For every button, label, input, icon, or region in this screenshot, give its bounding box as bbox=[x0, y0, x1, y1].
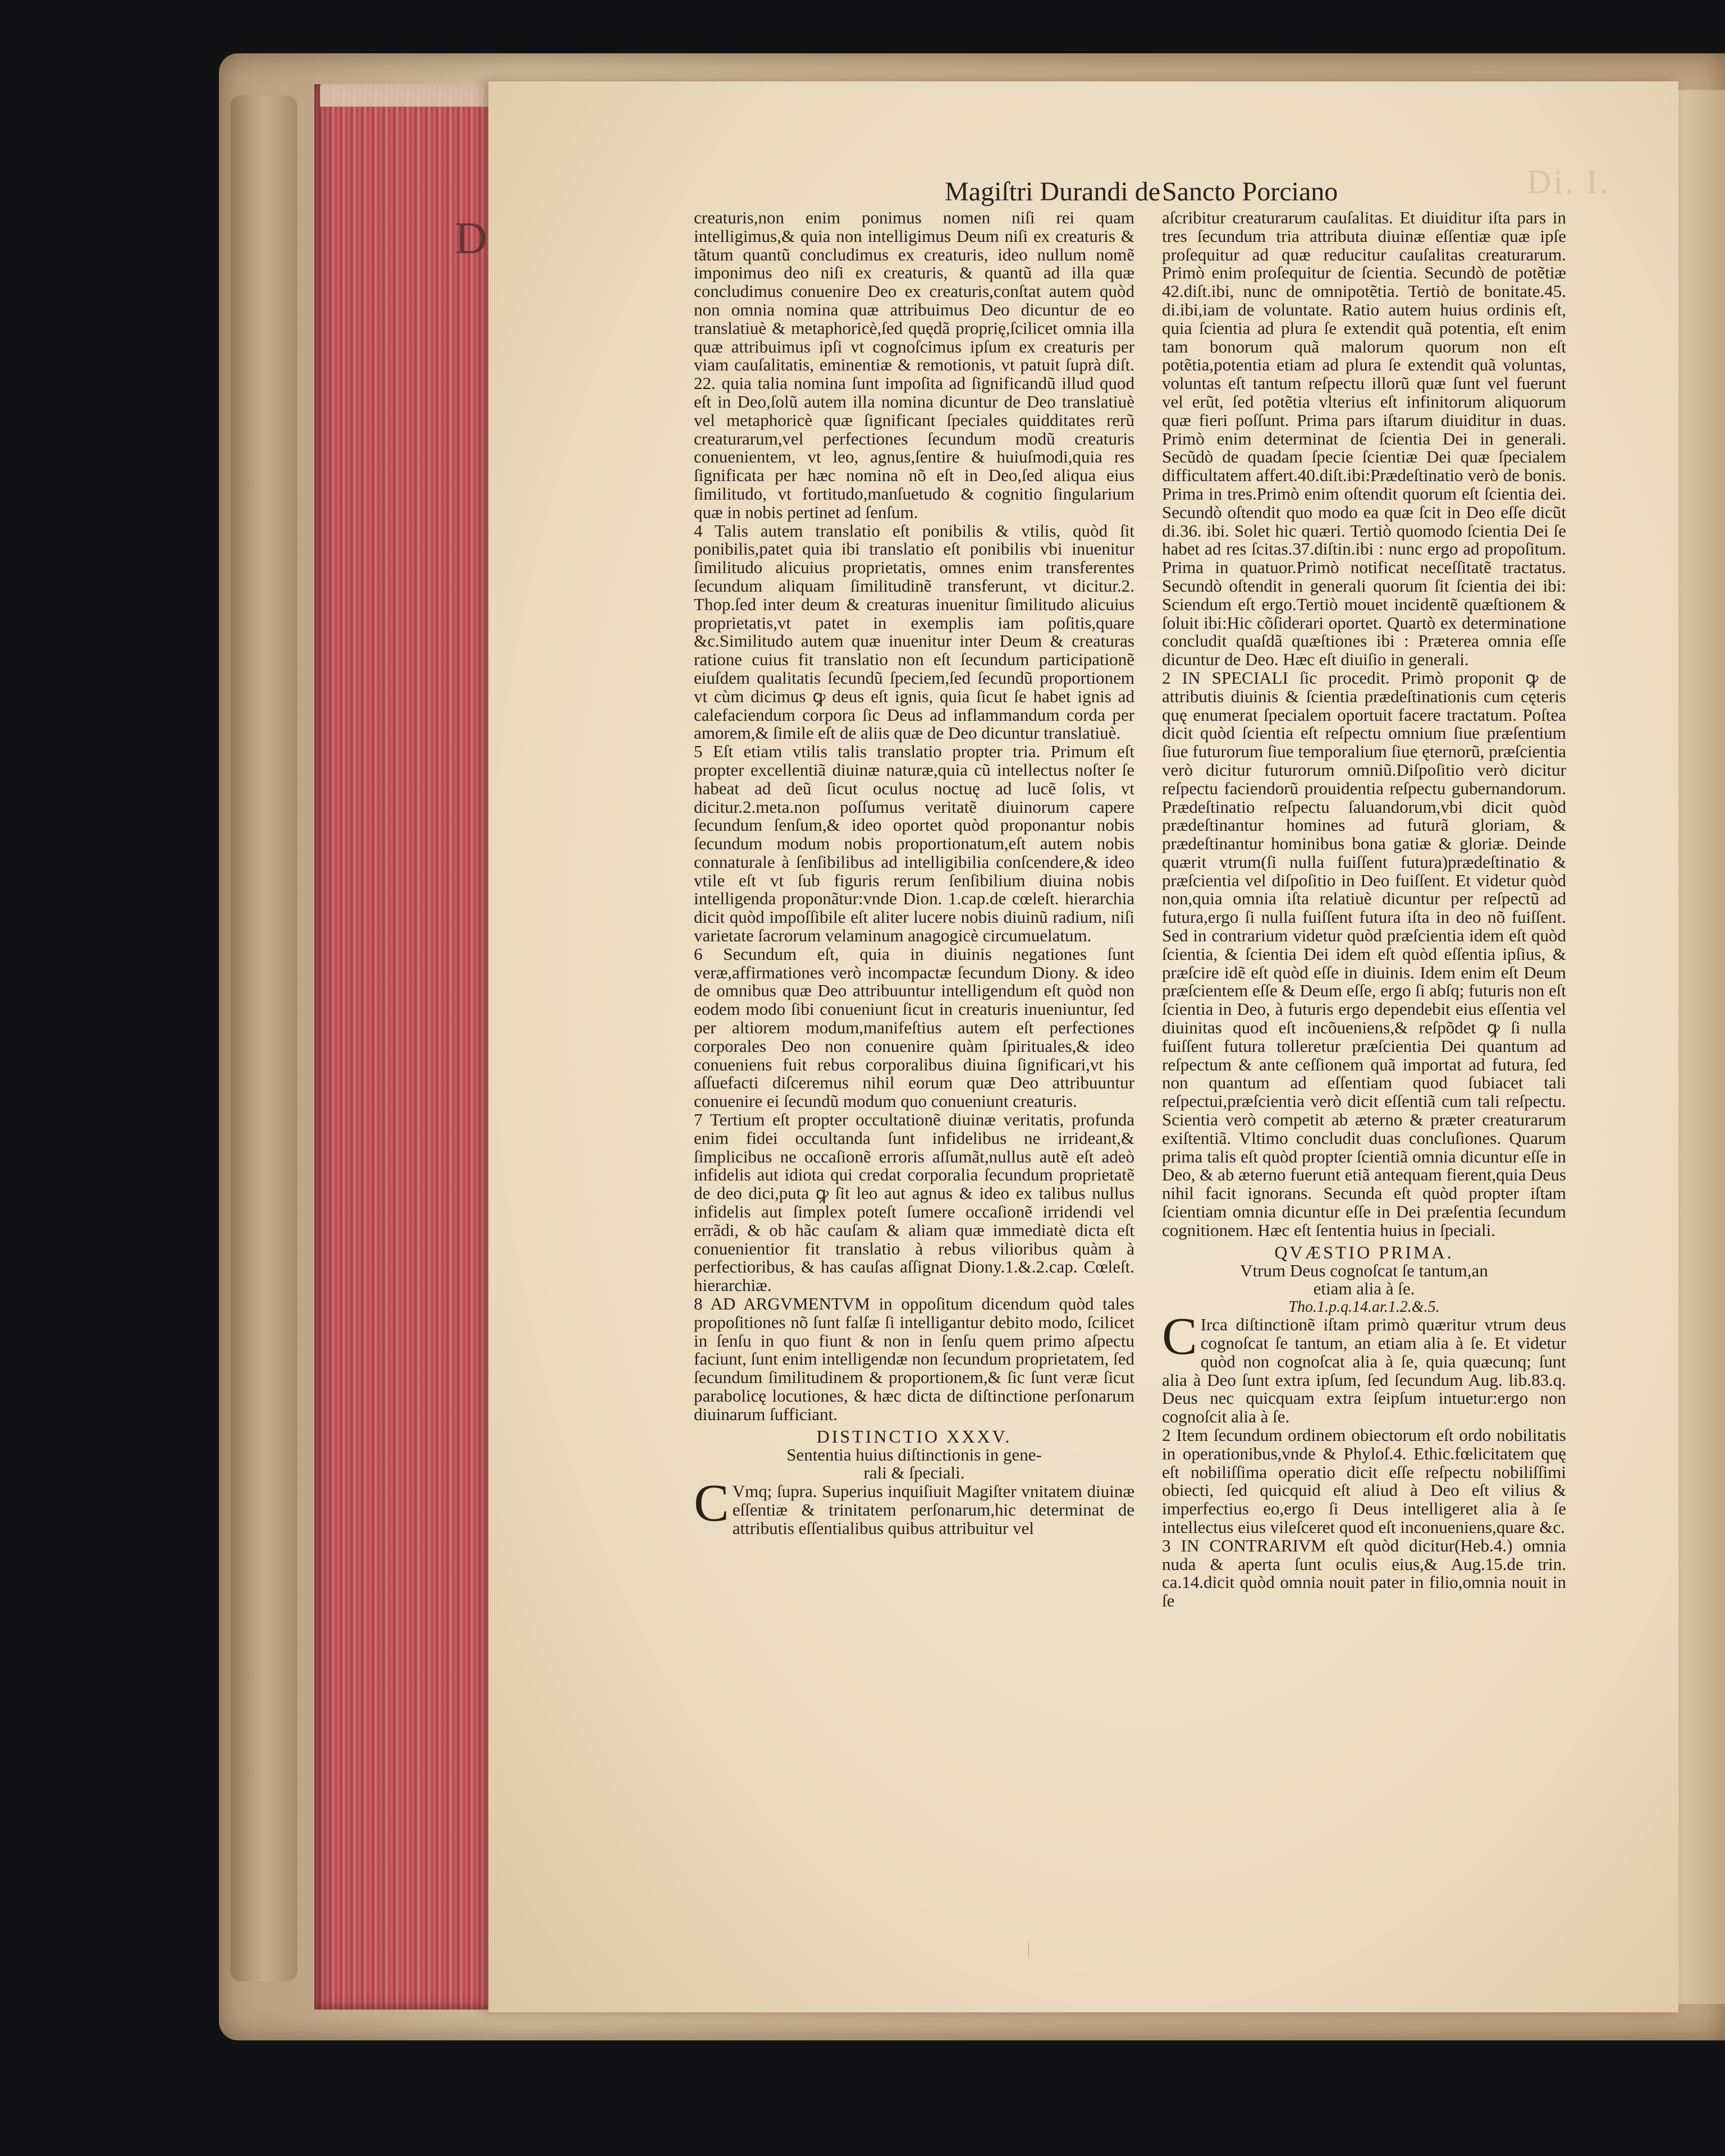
left-paragraph: 5 Eſt etiam vtilis talis translatio propter tria. Primum eſt propter excellentiã diuinæ naturæ,quia cũ intellectus noſter ſe habeat ad deũ ſicut oculus noctuę ad lucẽ ſolis, vt dicitur.2.meta.non poſſumus veritatẽ diuinorum capere ſecundum ſenſum,& ideo oportet quòd proponantur nobis ſecundum modum nobis proportionatum,eſt autem nobis connaturale à ſenſibilibus ad intelligibilia conſcendere,& ideo vtile eſt vt ſub figuris rerum ſenſibilium diuina nobis intelligenda proponãtur:vnde Dion. 1.cap.de cœleſt. hierarchia dicit quòd impoſſibile eſt aliter lucere nobis diuinũ radium, niſi varietate ſacrorum velaminum anagogicè circumuelatum. bbox=[694, 741, 1134, 946]
question-subtitle: Vtrum Deus cognoſcat ſe tantum,an bbox=[1240, 1260, 1488, 1280]
question-opening-text: Irca diſtinctionẽ iſtam primò quæritur vtrum deus cognoſcat ſe tantum, an etiam alia à ſe. Et videtur quòd non cognoſcat alia à ſe, quia quæcunq; ſunt alia à Deo ſunt extra ipſum, ſed ſecundum Aug. lib.83.q. Deus nec quicquam extra ſeipſum intuetur:ergo non cognoſcit alia à ſe. bbox=[1162, 1315, 1566, 1427]
facing-page-edge bbox=[1678, 90, 1725, 2004]
right-paragraph: 2 IN SPECIALI ſic procedit. Primò proponit ꝙ de attributis diuinis & ſcientia prædeſtinationis cum cęteris quę enumerat ſpecialem oportuit facere tractatum. Poſtea dicit quòd ſcientia eſt reſpectu omnium ſiue præſentium ſiue futurorum ſiue temporalium ſiue ęternorũ, præſcientia verò dicitur futurorum omniũ.Diſpoſitio verò dicitur reſpectu faciendorũ prouidentia reſpectu gubernandorum. Prædeſtinatio reſpectu ſaluandorum,vbi dicit quòd prædeſtinantur homines ad futurã gloriam, & prædeſtinantur hominibus bona gatiæ & gloriæ. Deinde quærit vtrum(ſi nulla fuiſſent futura)prædeſtinatio & præſcientia vel diſpoſitio in Deo fuiſſent. Et videtur quòd non,quia omnia iſta relatiuè dicuntur per reſpectũ ad futura,ergo ſi nulla fuiſſent futura iſta in deo nõ fuiſſent. Sed in contrarium videtur quòd præſcientia idem eſt quòd ſcientia, & ſcientia Dei idem eſt quòd eſſentia ipſius, & præſcire idẽ eſt quòd eſſe in diuinis. Idem enim eſt Deum præſcientem eſſe & Deum eſſe, ergo ſi abſq; futuris non eſt ſcientia in Deo, à futuris ergo dependebit eius eſſentia vel diuinitas quod eſt incõueniens,& reſpõdet ꝙ ſi nulla fuiſſent futura tolleretur præſcientia Dei quantum ad reſpectum & ante ceſſionem quã importat ad futura, ſed non quantum ad eſſentiam quod ſubiacet tali reſpectui,præſcientia verò dicit eſſentiã cum tali reſpectu. Scientia verò competit ab æterno & præter creaturarum exiſtentiã. Vltimo concludit duas concluſiones. Quarum prima talis eſt quòd propter ſcientiã omnia dicuntur eſſe in Deo, & ab æterno fuerunt etiã antequam fierent,quia Deus nihil facit ignorans. Secunda eſt quòd propter iſtam ſcientiam omnia dicuntur eſſe in Dei præſentia ſecundum cognitionem. Hæc eſt ſententia huius in ſpeciali. bbox=[1162, 667, 1566, 1240]
page-mark bbox=[1028, 1942, 1029, 1958]
left-paragraph: 7 Tertium eſt propter occultationẽ diuinæ veritatis, profunda enim fidei occultanda ſunt infidelibus ne irrideant,& ſimplicibus ne occaſionẽ erroris aſſumãt,nullus autẽ eſt adeò infidelis aut idiota qui credat corporalia ſecundum proprietatẽ de deo dici,puta ꝙ ſit leo aut agnus & ideo ex talibus nullus infidelis aut ſimplex poteſt ſumere occaſionẽ irridendi vel errãdi, & ob hãc cauſam & aliam quæ immediatè dicta eſt conuenientior fit translatio à rebus vilioribus quàm à perfectioribus, & has cauſas aſſignat Diony.1.&.2.cap. Cœleſt. hierarchiæ. bbox=[694, 1110, 1134, 1296]
left-paragraph: 4 Talis autem translatio eſt ponibilis & vtilis, quòd ſit ponibilis,patet quia ibi translatio eſt ponibilis vbi inuenitur ſimilitudo alicuius proprietatis, omnes enim transferentes ſecundum aliquam ſimilitudinẽ transferunt, vt dicitur.2. Thop.ſed inter deum & creaturas inuenitur ſimilitudo alicuius proprietatis,vt patet in exemplis iam poſitis,quare &c.Similitudo autem quæ inuenitur inter Deum & creaturas ratione cuius fit translatio non eſt ſecundum participationẽ eiuſdem qualitatis ſecundũ ſpeciem,ſed ſecundũ proportionem vt cùm dicimus ꝙ deus eſt ignis, quia ſicut ſe habet ignis ad calefaciendum corpora ſic Deus ad inflammandum corda per amorem,& ſimile eſt de aliis quæ de Deo dicuntur translatiuè. bbox=[694, 520, 1134, 743]
running-head-right: Sancto Porciano bbox=[1162, 177, 1338, 207]
right-paragraph: 3 IN CONTRARIVM eſt quòd dicitur(Heb.4.) omnia nuda & aperta ſunt oculis eius,& Aug.15.de trin. ca.14.dicit quòd omnia nouit pater in filio,omnia nouit in ſe bbox=[1162, 1535, 1566, 1611]
drop-cap: C bbox=[1162, 1307, 1197, 1366]
drop-cap: C bbox=[694, 1474, 729, 1533]
distinction-opening-paragraph bbox=[694, 1474, 1134, 1538]
question-citation: Tho.1.p.q.14.ar.1.2.&.5. bbox=[1288, 1298, 1440, 1316]
right-paragraph: 2 Item ſecundum ordinem obiectorum eſt ordo nobilitatis in operationibus,vnde & Phyloſ.4. Ethic.fœlicitatem quę eſt nobiliſſima operatio dicit eſſe reſpectu nobiliſſimi obiecti, ſed quicquid eſt aliud à Deo eſt vilius & imperfectius eo,ergo ſi Deus intelligeret alia à ſe intellectus eius vileſceret quod eſt inconueniens,quare &c. bbox=[1162, 1425, 1566, 1537]
distinction-title: DISTINCTIO XXXV. bbox=[816, 1426, 1012, 1447]
left-paragraph: 8 AD ARGVMENTVM in oppoſitum dicendum quòd tales propoſitiones nõ ſunt falſæ ſi intelligantur debito modo, ſcilicet in ſenſu in quo fiunt & non in ſenſu quem primo aſpectu faciunt, ſunt enim intelligendæ non ſecundum proprietatem, ſed ſecundum ſimilitudinem & proportionem,& ſic ſunt veræ ſicut parabolicę locutiones, & hæc dicta de diſtinctione perſonarum diuinarum ſufficiant. bbox=[694, 1294, 1134, 1424]
running-head-left: Magiſtri Durandi de bbox=[945, 177, 1160, 207]
corner-letter-mark: D bbox=[455, 214, 487, 263]
right-paragraph: aſcribitur creaturarum cauſalitas. Et diuiditur iſta pars in tres ſecundum tria attributa diuinæ eſſentiæ quæ ipſe proſequitur ad quæ reducitur cauſalitas creaturarum. Primò enim proſequitur de ſcientia. Secundò de potẽtiæ 42.diſt.ibi, nunc de omnipotẽtia. Tertiò de bonitate.45. di.ibi,iam de voluntate. Ratio autem huius ordinis eſt, quia ſcientia ad plura ſe extendit quã potentia, eſt enim tam bonorum quã malorum quorum non eſt potẽtia,potentia etiam ad plura ſe extendit quã voluntas, voluntas eſt tantum reſpectu illorũ quæ ſunt vel fuerunt vel erũt, ſed potẽtia vlterius eſt infinitorum aliquorum quæ fieri poſſunt. Prima pars iſtarum diuiditur in duas. Primò enim determinat de ſcientia Dei in generali. Secũdò de quadam ſpecie ſcientiæ Dei quæ ſpecialem difficultatem affert.40.diſt.ibi:Prædeſtinatio verò de bonis. Prima in tres.Primò enim oſtendit quorum eſt ſcientia dei. Secundò oſtendit quo modo ea quæ ſcit in Deo eſſe dicũt di.36. ibi. Solet hic quæri. Tertiò quomodo ſcientia Dei ſe habet ad res ſcitas.37.diſtin.ibi : nunc ergo ad propoſitum. Prima in quatuor.Primò notificat neceſſitatẽ tractatus. Secundò oſtendit in generali quorum ſit ſcientia dei ibi: Sciendum eſt ergo.Tertiò mouet incidentẽ quæſtionem & ſoluit ibi:Hic cõſiderari oportet. Quartò ex determinatione concludit quaſdã quæſtiones ibi : Præterea omnia eſſe dicuntur de Deo. Hæc eſt diuiſio in generali. bbox=[1162, 208, 1566, 670]
question-subtitle: etiam alia à ſe. bbox=[1313, 1279, 1415, 1299]
right-column bbox=[1162, 209, 1566, 1610]
left-paragraph: 6 Secundum eſt, quia in diuinis negationes ſunt veræ,affirmationes verò incompactæ ſecundum Diony. & ideo de omnibus quæ Deo attribuuntur intelligendum eſt quòd non eodem modo ſibi conueniunt ſicut in creaturis inueniuntur, ſed per altiorem modum,manifeſtius autem eſt perfectiones corporales Deo non conuenire quàm ſpirituales,& ideo conueniens fuit rebus corporalibus diuina ſignificari,vt his aſſuefacti diſceremus nihil eorum quæ Deo attribuuntur conuenire ei ſecundũ modum quo conueniunt creaturis. bbox=[694, 944, 1134, 1111]
red-page-edges bbox=[314, 84, 500, 2009]
left-column bbox=[694, 209, 1134, 1538]
page-edge-top bbox=[320, 84, 511, 107]
distinction-opening-text: Vmq; ſupra. Superius inquiſiuit Magiſter vnitatem diuinæ eſſentiæ & trinitatem perſonarum,hic determinat de attributis eſſentialibus quibus attribuitur vel bbox=[732, 1481, 1134, 1538]
question-title: QVÆSTIO PRIMA. bbox=[1274, 1242, 1454, 1262]
bleed-through-text: Di. I. bbox=[1527, 163, 1610, 200]
distinction-subtitle: Sententia huius diſtinctionis in gene- bbox=[786, 1444, 1042, 1464]
distinction-subtitle: rali & ſpeciali. bbox=[863, 1463, 965, 1483]
left-paragraph: creaturis,non enim ponimus nomen niſi rei quam intelligimus,& quia non intelligimus Deum niſi ex creaturis & tãtum quantũ concludimus ex creaturis, ideo nullum nomẽ imponimus deo niſi ex creaturis, & quantũ ad illa quæ concludimus conuenire Deo ex creaturis,conſtat autem quòd non omnia nomina quæ attribuimus Deo dicuntur de eo translatiuè & metaphoricè,ſed quędã proprię,ſcilicet omnia illa quæ attribuimus ipſi vt cognoſcimus ipſum ex creaturis per viam cauſalitatis, eminentiæ & remotionis, vt patuit ſuprà diſt. 22. quia talia nomina ſunt impoſita ad ſignificandũ illud quod eſt in Deo,ſolũ autem illa nomina dicuntur de Deo translatiuè vel metaphoricè quæ ſignificant ſpeciales quidditates rerũ creaturarum,vel perfectiones ſecundum modũ creaturis conuenientem, vt leo, agnus,ſentire & huiuſmodi,quia res ſignificata per hæc nomina nõ eſt in Deo,ſed aliqua eius ſimilitudo, vt fortitudo,manſuetudo & cognitio ſingularium quæ in nobis pertinet ad ſenſum. bbox=[694, 208, 1134, 522]
cover-fold bbox=[230, 95, 298, 1981]
